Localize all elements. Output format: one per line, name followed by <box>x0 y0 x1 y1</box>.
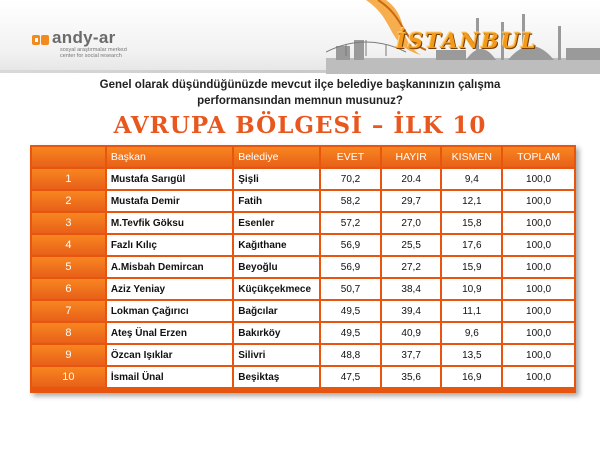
yes-cell: 56,9 <box>321 235 380 255</box>
total-cell: 100,0 <box>503 257 574 277</box>
municipality-cell: Fatih <box>234 191 319 211</box>
no-cell: 27,0 <box>382 213 441 233</box>
mayor-cell: Özcan Işıklar <box>107 345 232 365</box>
mayor-cell: M.Tevfik Göksu <box>107 213 232 233</box>
rank-cell: 1 <box>32 169 105 189</box>
logo-name: andy-ar <box>52 28 116 47</box>
page-title: AVRUPA BÖLGESİ – İLK 10 <box>113 112 487 139</box>
rank-cell: 8 <box>32 323 105 343</box>
survey-question <box>60 77 540 109</box>
rank-cell: 5 <box>32 257 105 277</box>
partly-cell: 11,1 <box>442 301 501 321</box>
table-row <box>32 323 574 343</box>
survey-question-line-1: Genel olarak düşündüğünüzde mevcut ilçe belediye başkanınızın çalışma <box>99 79 501 91</box>
column-header-partly: KISMEN <box>442 147 501 167</box>
total-cell: 100,0 <box>503 235 574 255</box>
logo-subtitle-line-1: sosyal araştırmalar merkezi <box>60 47 128 53</box>
partly-cell: 9,4 <box>442 169 501 189</box>
istanbul-label: İSTANBUL <box>396 28 538 53</box>
results-table <box>30 145 576 389</box>
column-header-rank <box>32 147 105 167</box>
mayor-cell: İsmail Ünal <box>107 367 232 387</box>
column-header-no: HAYIR <box>382 147 441 167</box>
municipality-cell: Bakırköy <box>234 323 319 343</box>
rank-cell: 2 <box>32 191 105 211</box>
table-row <box>32 301 574 321</box>
total-cell: 100,0 <box>503 301 574 321</box>
total-cell: 100,0 <box>503 169 574 189</box>
table-row <box>32 169 574 189</box>
column-header-mayor: Başkan <box>107 147 232 167</box>
rank-cell: 7 <box>32 301 105 321</box>
rank-cell: 6 <box>32 279 105 299</box>
total-cell: 100,0 <box>503 191 574 211</box>
results-table-container <box>30 145 576 393</box>
total-cell: 100,0 <box>503 345 574 365</box>
yes-cell: 56,9 <box>321 257 380 277</box>
table-row <box>32 367 574 387</box>
yes-cell: 49,5 <box>321 323 380 343</box>
no-cell: 40,9 <box>382 323 441 343</box>
yes-cell: 50,7 <box>321 279 380 299</box>
rank-cell: 9 <box>32 345 105 365</box>
yes-cell: 47,5 <box>321 367 380 387</box>
mayor-cell: A.Misbah Demircan <box>107 257 232 277</box>
no-cell: 35,6 <box>382 367 441 387</box>
municipality-cell: Bağcılar <box>234 301 319 321</box>
mayor-cell: Aziz Yeniay <box>107 279 232 299</box>
no-cell: 27,2 <box>382 257 441 277</box>
mayor-cell: Mustafa Demir <box>107 191 232 211</box>
partly-cell: 17,6 <box>442 235 501 255</box>
yes-cell: 58,2 <box>321 191 380 211</box>
table-row <box>32 191 574 211</box>
partly-cell: 15,9 <box>442 257 501 277</box>
rank-cell: 4 <box>32 235 105 255</box>
total-cell: 100,0 <box>503 213 574 233</box>
yes-cell: 49,5 <box>321 301 380 321</box>
rank-cell: 3 <box>32 213 105 233</box>
municipality-cell: Beyoğlu <box>234 257 319 277</box>
partly-cell: 10,9 <box>442 279 501 299</box>
rank-cell: 10 <box>32 367 105 387</box>
no-cell: 29,7 <box>382 191 441 211</box>
no-cell: 20.4 <box>382 169 441 189</box>
municipality-cell: Şişli <box>234 169 319 189</box>
table-row <box>32 257 574 277</box>
mayor-cell: Mustafa Sarıgül <box>107 169 232 189</box>
total-cell: 100,0 <box>503 323 574 343</box>
survey-question-line-2: performansından memnun musunuz? <box>197 95 403 107</box>
no-cell: 39,4 <box>382 301 441 321</box>
partly-cell: 13,5 <box>442 345 501 365</box>
column-header-yes: EVET <box>321 147 380 167</box>
partly-cell: 15,8 <box>442 213 501 233</box>
mayor-cell: Lokman Çağırıcı <box>107 301 232 321</box>
table-row <box>32 279 574 299</box>
table-header-row <box>32 147 574 167</box>
yes-cell: 57,2 <box>321 213 380 233</box>
total-cell: 100,0 <box>503 367 574 387</box>
partly-cell: 12,1 <box>442 191 501 211</box>
municipality-cell: Kağıthane <box>234 235 319 255</box>
yes-cell: 48,8 <box>321 345 380 365</box>
no-cell: 37,7 <box>382 345 441 365</box>
table-row <box>32 213 574 233</box>
total-cell: 100,0 <box>503 279 574 299</box>
table-row <box>32 345 574 365</box>
municipality-cell: Esenler <box>234 213 319 233</box>
mayor-cell: Fazlı Kılıç <box>107 235 232 255</box>
partly-cell: 16,9 <box>442 367 501 387</box>
municipality-cell: Küçükçekmece <box>234 279 319 299</box>
no-cell: 25,5 <box>382 235 441 255</box>
logo-subtitle-line-2: center for social research <box>60 53 122 59</box>
logo-subtitle <box>60 47 127 59</box>
municipality-cell: Beşiktaş <box>234 367 319 387</box>
mayor-cell: Ateş Ünal Erzen <box>107 323 232 343</box>
no-cell: 38,4 <box>382 279 441 299</box>
yes-cell: 70,2 <box>321 169 380 189</box>
column-header-municipality: Belediye <box>234 147 319 167</box>
column-header-total: TOPLAM <box>503 147 574 167</box>
partly-cell: 9,6 <box>442 323 501 343</box>
municipality-cell: Silivri <box>234 345 319 365</box>
andy-ar-logo-icon <box>32 33 50 47</box>
table-row <box>32 235 574 255</box>
